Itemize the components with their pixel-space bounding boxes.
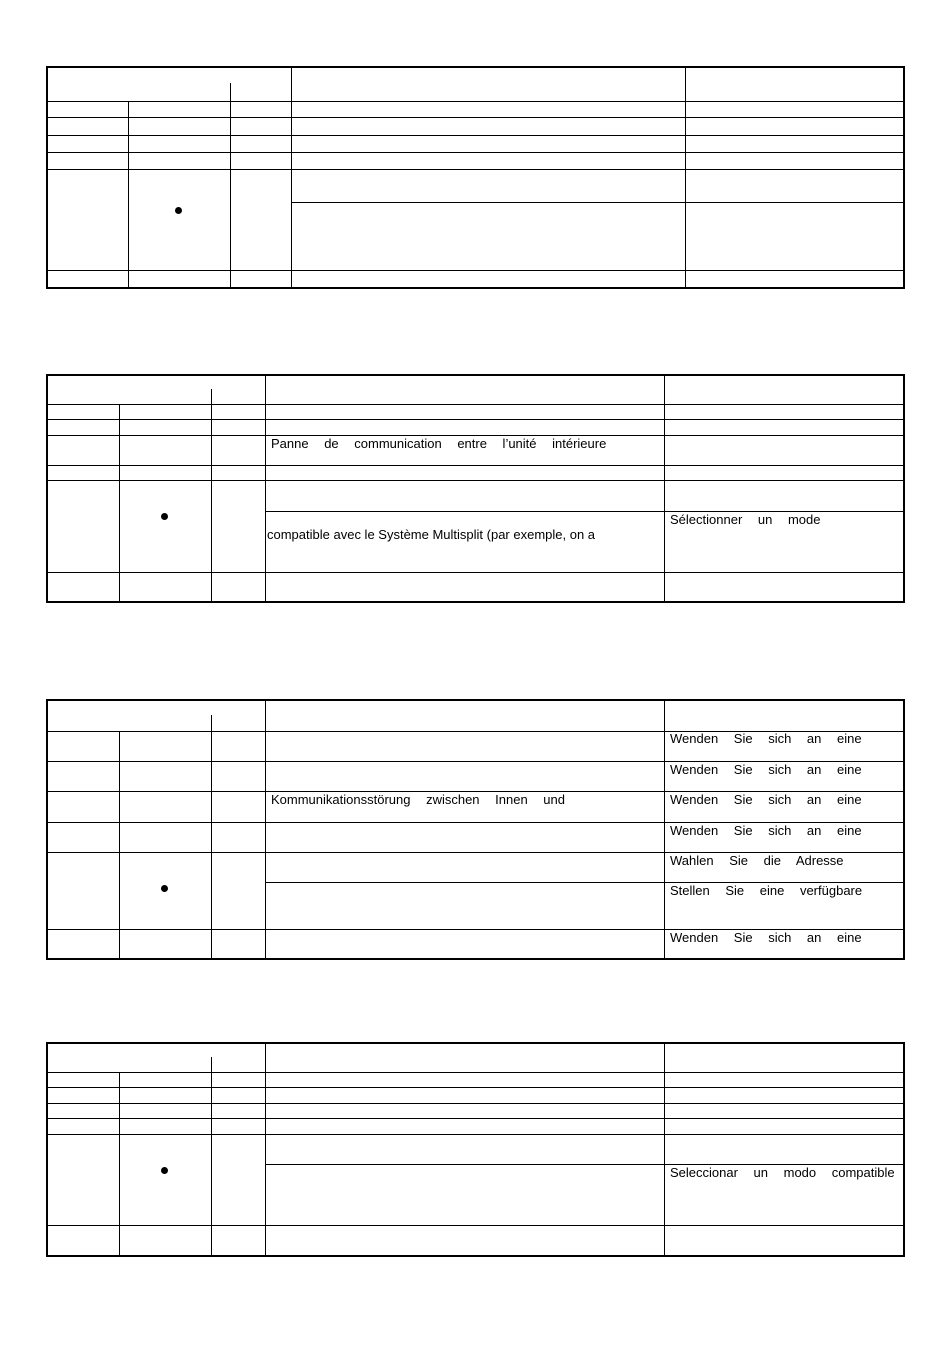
- table1-col-line: [128, 101, 129, 289]
- table2-row6-remedy: Sélectionner un mode: [670, 512, 821, 527]
- table1-subrow-line: [291, 202, 905, 203]
- table1-row-line: [46, 152, 905, 153]
- table3-row2-remedy: Wenden Sie sich an eine: [670, 762, 862, 777]
- table2-col-line: [664, 374, 665, 603]
- table4-row-line: [46, 1118, 905, 1119]
- table2-row-line: [46, 480, 905, 481]
- table4-row-line: [46, 1103, 905, 1104]
- table3-row3-description: Kommunikationsstörung zwischen Innen und: [271, 792, 565, 807]
- table3-col-line: [265, 699, 266, 960]
- table2-col-line: [265, 374, 266, 603]
- table2-col-line: [211, 404, 212, 603]
- error-table-2: [46, 374, 905, 603]
- table3-row1-remedy: Wenden Sie sich an eine: [670, 731, 862, 746]
- table1-header-divider: [230, 83, 231, 101]
- table2-row3-description: Panne de communication entre l’unité intérieure: [271, 436, 607, 451]
- table4-indicator-dot: [161, 1167, 168, 1174]
- table4-row-line: [46, 1087, 905, 1088]
- table1-row-line: [46, 169, 905, 170]
- table1-row-line: [46, 101, 905, 102]
- table2-row-line: [46, 419, 905, 420]
- table4-col-line: [664, 1042, 665, 1257]
- table3-header-divider: [211, 715, 212, 731]
- table2-row6-description: compatible avec le Système Multisplit (par exemple, on a: [267, 527, 596, 542]
- table1-row-line: [46, 135, 905, 136]
- table4-row6-remedy: Seleccionar un modo compatible: [670, 1165, 895, 1180]
- table4-header-divider: [211, 1057, 212, 1072]
- table3-col-line: [211, 731, 212, 960]
- table1-row-line: [46, 117, 905, 118]
- table2-row-line: [46, 572, 905, 573]
- table2-indicator-dot: [161, 513, 168, 520]
- table4-row-line: [46, 1072, 905, 1073]
- table1-col-line: [291, 66, 292, 289]
- table3-row3-remedy: Wenden Sie sich an eine: [670, 792, 862, 807]
- table4-col-line: [265, 1042, 266, 1257]
- table3-row6-remedy: Stellen Sie eine verfügbare: [670, 883, 863, 898]
- table1-col-line: [685, 66, 686, 289]
- table1-row-line: [46, 270, 905, 271]
- table4-row-line: [46, 1225, 905, 1226]
- table2-header-divider: [211, 389, 212, 404]
- table3-row5-remedy: Wahlen Sie die Adresse: [670, 853, 844, 868]
- table3-col-line: [664, 699, 665, 960]
- table3-row4-remedy: Wenden Sie sich an eine: [670, 823, 862, 838]
- table2-col-line: [119, 404, 120, 603]
- table4-col-line: [211, 1072, 212, 1257]
- table3-col-line: [119, 731, 120, 960]
- table1-indicator-dot: [175, 207, 182, 214]
- table3-indicator-dot: [161, 885, 168, 892]
- table2-row-line: [46, 404, 905, 405]
- table4-col-line: [119, 1072, 120, 1257]
- table4-row-line: [46, 1134, 905, 1135]
- table3-row7-remedy: Wenden Sie sich an eine: [670, 930, 862, 945]
- table2-row-line: [46, 465, 905, 466]
- error-table-1: [46, 66, 905, 289]
- table1-col-line: [230, 101, 231, 289]
